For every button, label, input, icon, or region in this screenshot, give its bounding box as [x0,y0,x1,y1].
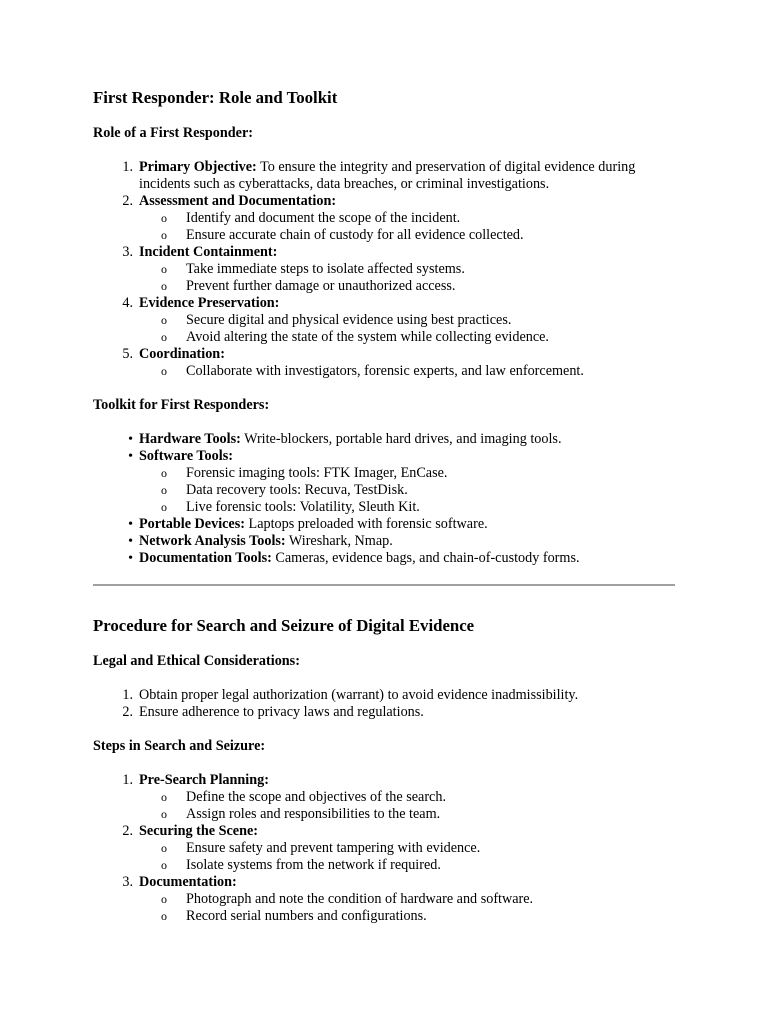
list-item-text [139,772,269,788]
sub-list-item [93,278,676,295]
list-item-label: Documentation: [139,874,237,890]
list-item-text [139,448,233,464]
list-item-label: Incident Containment: [139,244,278,260]
list-number: 1. [122,159,133,175]
list-item-label: Software Tools: [139,448,233,464]
list-item [93,687,676,704]
list-item-body: Write-blockers, portable hard drives, and imaging tools. [240,431,562,447]
sub-list-item [93,908,676,925]
sub-bullet-marker: o [161,279,167,293]
sub-list-item-text: Define the scope and objectives of the search. [186,789,446,805]
sub-list-item-text: Ensure accurate chain of custody for all evidence collected. [186,227,524,243]
sub-list-item-text: Identify and document the scope of the incident. [186,210,461,226]
sub-list-item [93,312,676,329]
list-item-text [139,704,424,720]
sub-bullet-marker: o [161,892,167,906]
bullet-marker: • [128,432,133,447]
list-item-text [139,533,393,549]
heading-legal: Legal and Ethical Considerations: [93,653,300,669]
sub-list-item-text: Collaborate with investigators, forensic experts, and law enforcement. [186,363,584,379]
list-number: 3. [122,874,133,890]
sub-bullet-marker: o [161,313,167,327]
sub-bullet-marker: o [161,330,167,344]
sub-list [139,891,676,925]
sub-list-item-text: Photograph and note the condition of hardware and software. [186,891,534,907]
sub-bullet-marker: o [161,483,167,497]
sub-list-item [93,465,676,482]
list-item [93,772,676,823]
list-item-label: Assessment and Documentation: [139,193,337,209]
sub-list-item [93,482,676,499]
sub-list-item [93,363,676,380]
role-list [93,159,676,380]
sub-list-item-text: Prevent further damage or unauthorized access. [186,278,456,294]
bullet-marker: • [128,534,133,549]
sub-list-item [93,891,676,908]
list-item-text [139,687,578,703]
list-item-body: Cameras, evidence bags, and chain-of-custody forms. [271,550,580,566]
sub-list [139,465,676,516]
list-item [93,533,676,550]
sub-list-item-text: Secure digital and physical evidence using best practices. [186,312,512,328]
list-item [93,431,676,448]
sub-list [139,840,676,874]
sub-list-item [93,261,676,278]
list-item-body: Obtain proper legal authorization (warrant) to avoid evidence inadmissibility. [139,687,579,703]
heading-toolkit: Toolkit for First Responders: [93,397,270,413]
legal-list [93,687,676,721]
list-item [93,823,676,874]
sub-bullet-marker: o [161,262,167,276]
sub-list-item-text: Forensic imaging tools: FTK Imager, EnCase. [186,465,448,481]
list-number: 2. [122,823,133,839]
list-number: 1. [122,687,133,703]
list-item-body: To ensure the integrity and preservation of digital evidence during incidents such as cyberattacks, data breaches, or criminal investigations. [139,159,636,192]
list-item [93,550,676,567]
list-number: 2. [122,704,133,720]
list-item [93,159,676,193]
sub-list-item-text: Ensure safety and prevent tampering with evidence. [186,840,481,856]
sub-bullet-marker: o [161,841,167,855]
list-item [93,516,676,533]
sub-list-item-text: Take immediate steps to isolate affected systems. [186,261,465,277]
list-item-text [139,193,336,209]
sub-bullet-marker: o [161,211,167,225]
sub-list-item-text: Data recovery tools: Recuva, TestDisk. [186,482,408,498]
sub-list [139,363,676,380]
list-item-label: Network Analysis Tools: [139,533,286,549]
list-item-label: Pre-Search Planning: [139,772,269,788]
list-item-text [139,295,279,311]
sub-bullet-marker: o [161,807,167,821]
bullet-marker: • [128,517,133,532]
sub-list-item [93,840,676,857]
list-item-text [139,431,562,447]
list-item [93,346,676,380]
steps-list [93,772,676,925]
sub-bullet-marker: o [161,228,167,242]
list-item [93,244,676,295]
list-number: 1. [122,772,133,788]
list-item-label: Securing the Scene: [139,823,259,839]
sub-bullet-marker: o [161,466,167,480]
list-item-label: Primary Objective: [139,159,257,175]
bullet-marker: • [128,449,133,464]
list-item-text [139,244,277,260]
bullet-marker: • [128,551,133,566]
sub-list-item-text: Assign roles and responsibilities to the team. [186,806,441,822]
sub-bullet-marker: o [161,364,167,378]
sub-list-item-text: Record serial numbers and configurations. [186,908,427,924]
list-item [93,193,676,244]
horizontal-divider [93,584,675,586]
section-title-search-seizure: Procedure for Search and Seizure of Digital Evidence [93,616,475,635]
list-item-text [139,550,580,566]
list-item-label: Coordination: [139,346,225,362]
list-item-label: Documentation Tools: [139,550,272,566]
sub-list [139,210,676,244]
sub-list [139,789,676,823]
list-item-body: Wireshark, Nmap. [285,533,393,549]
list-number: 3. [122,244,133,260]
list-item [93,448,676,516]
list-item [93,295,676,346]
sub-list-item [93,329,676,346]
sub-list-item-text: Avoid altering the state of the system while collecting evidence. [186,329,549,345]
list-item-text [139,516,488,532]
list-number: 4. [122,295,133,311]
list-number: 5. [122,346,133,362]
list-item-label: Hardware Tools: [139,431,241,447]
sub-bullet-marker: o [161,858,167,872]
toolkit-list [93,431,676,567]
sub-list [139,261,676,295]
sub-bullet-marker: o [161,790,167,804]
sub-list-item [93,227,676,244]
list-item [93,874,676,925]
sub-list-item [93,789,676,806]
heading-role: Role of a First Responder: [93,125,253,141]
sub-list-item [93,499,676,516]
list-item-text [139,874,237,890]
sub-list-item [93,857,676,874]
list-item-text [139,346,225,362]
sub-list-item-text: Live forensic tools: Volatility, Sleuth Kit. [186,499,420,515]
list-item [93,704,676,721]
sub-bullet-marker: o [161,909,167,923]
sub-list-item [93,806,676,823]
heading-steps: Steps in Search and Seizure: [93,738,266,754]
section-title-first-responder: First Responder: Role and Toolkit [93,88,338,107]
sub-bullet-marker: o [161,500,167,514]
list-item-body: Laptops preloaded with forensic software. [244,516,488,532]
list-item-label: Evidence Preservation: [139,295,280,311]
list-item-label: Portable Devices: [139,516,245,532]
sub-list-item [93,210,676,227]
list-number: 2. [122,193,133,209]
list-item-text [139,823,258,839]
list-item-text [139,159,635,192]
list-item-body: Ensure adherence to privacy laws and regulations. [139,704,424,720]
sub-list-item-text: Isolate systems from the network if required. [186,857,441,873]
sub-list [139,312,676,346]
